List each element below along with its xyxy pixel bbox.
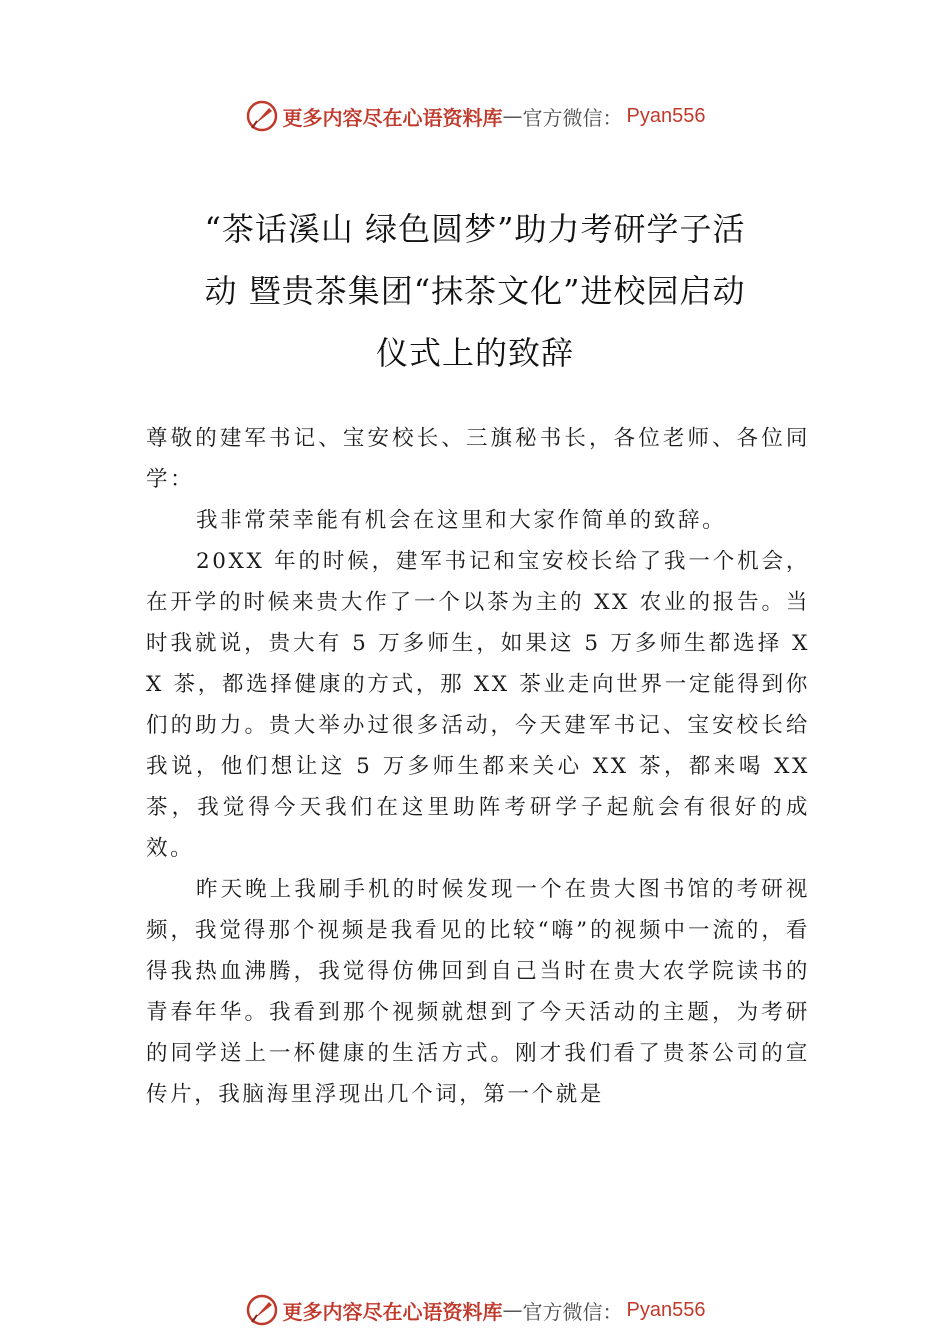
document-body: [146, 418, 810, 1115]
body-paragraph: 20XX 年的时候，建军书记和宝安校长给了我一个机会，在开学的时候来贵大作了一个以茶为主的 XX 农业的报告。当时我就说，贵大有 5 万多师生，如果这 5 万多师生都选择 XX 茶，都选择健康的方式，那 XX 茶业走向世界一定能得到你们的助力。贵大举办过很多活动，今天建军书记、宝安校长给我说，他们想让这 5 万多师生都来关心 XX 茶，都来喝 XX 茶，我觉得今天我们在这里助阵考研学子起航会有很好的成效。: [146, 549, 810, 861]
salutation-paragraph: 尊敬的建军书记、宝安校长、三旗秘书长，各位老师、各位同学：: [146, 426, 810, 492]
footer-banner: [0, 1290, 950, 1330]
header-official-label: 官方微信：: [522, 105, 623, 130]
title-line: 仪式上的致辞: [375, 334, 574, 372]
footer-promo-text: 更多内容尽在心语资料库: [282, 1299, 503, 1324]
footer-official-label: 官方微信：: [522, 1299, 623, 1324]
footer-separator: —: [502, 1298, 523, 1322]
quill-logo-icon: [245, 1293, 279, 1327]
body-paragraph: 昨天晚上我刷手机的时候发现一个在贵大图书馆的考研视频，我觉得那个视频是我看见的比较“嗨”的视频中一流的，看得我热血沸腾，我觉得仿佛回到自己当时在贵大农学院读书的青春年华。我看到那个视频就想到了今天活动的主题，为考研的同学送上一杯健康的生活方式。刚才我们看了贵茶公司的宣传片，我脑海里浮现出几个词，第一个就是: [146, 877, 810, 1107]
title-line: “茶话溪山 绿色圆梦”助力考研学子活: [204, 210, 746, 248]
document-title: [140, 198, 810, 384]
quill-logo-icon: [245, 99, 279, 133]
footer-wechat-id: Pyan556: [626, 1298, 706, 1321]
header-promo-text: 更多内容尽在心语资料库: [282, 105, 503, 130]
body-paragraph: 我非常荣幸能有机会在这里和大家作简单的致辞。: [196, 508, 727, 533]
header-separator: —: [502, 104, 523, 128]
header-banner: [0, 96, 950, 136]
header-wechat-id: Pyan556: [626, 104, 706, 127]
title-line: 动 暨贵茶集团“抹茶文化”进校园启动: [204, 272, 746, 310]
